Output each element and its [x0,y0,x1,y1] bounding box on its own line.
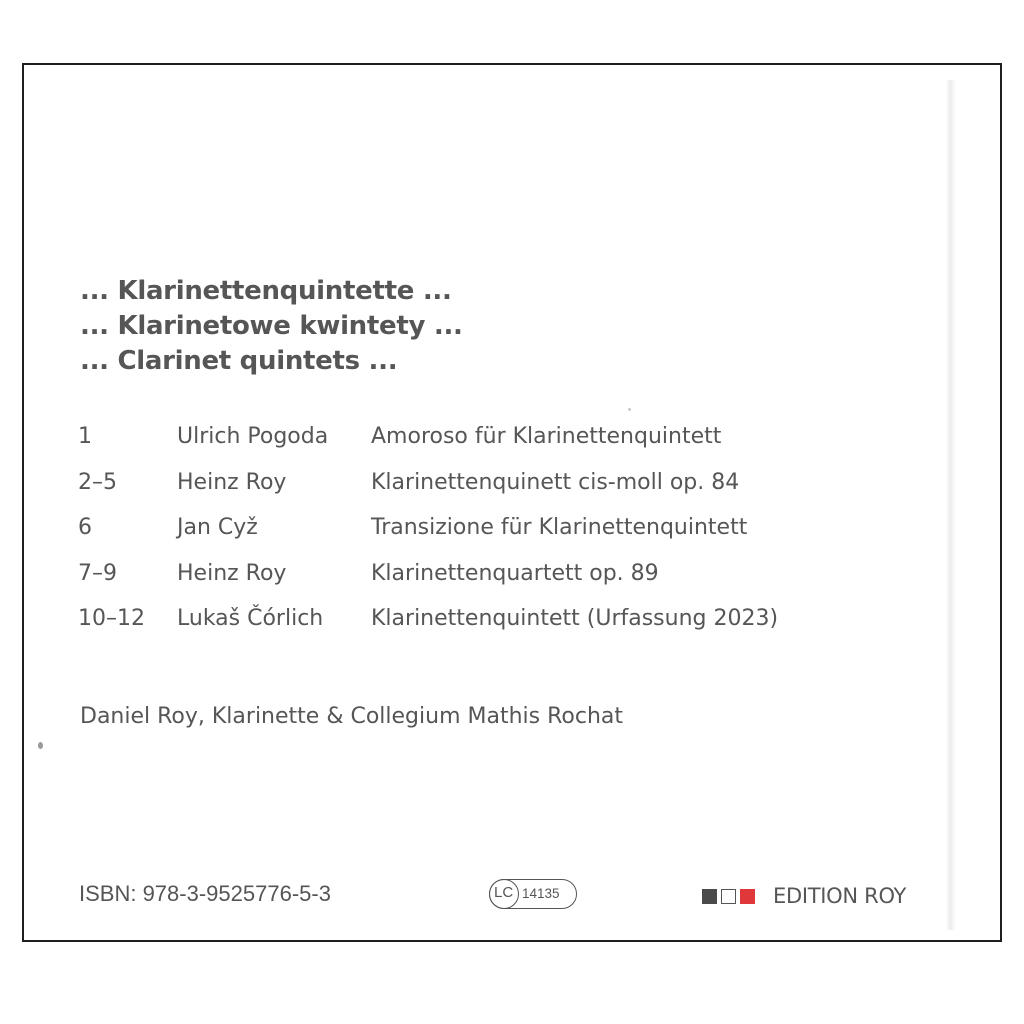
label-name: EDITION ROY [773,884,907,908]
album-titles [80,274,463,379]
lc-mark: LC [494,884,514,901]
track-work: Amoroso für Klarinettenquintett [371,424,722,449]
label-code-badge [489,879,577,909]
track-number: 10–12 [78,606,145,631]
track-work: Klarinettenquinett cis-moll op. 84 [371,469,740,495]
track-composer: Lukaš Čórlich [177,606,324,631]
title-english: ... Clarinet quintets ... [80,346,398,376]
isbn: ISBN: 978-3-9525776-5-3 [79,881,331,906]
cd-back-cover [22,63,1002,942]
lc-number: 14135 [522,886,560,901]
track-composer: Jan Cyž [177,515,258,540]
performers-credit: Daniel Roy, Klarinette & Collegium Mathis Rochat [80,704,623,729]
scan-speck [38,742,43,749]
track-number: 7–9 [78,560,117,586]
red-square-icon [740,889,755,904]
track-composer: Heinz Roy [177,469,287,495]
title-polish: ... Klarinetowe kwintety ... [80,311,463,341]
label-logo [702,884,906,908]
track-work: Klarinettenquintett (Urfassung 2023) [371,606,779,631]
track-composer: Heinz Roy [177,560,287,586]
track-number: 6 [78,515,92,540]
track-number: 2–5 [78,469,117,495]
dark-square-icon [702,889,717,904]
white-square-icon [721,889,736,904]
spine-shadow [946,80,956,930]
scan-speck [628,408,631,411]
title-german: ... Klarinettenquintette ... [80,276,452,306]
track-work: Klarinettenquartett op. 89 [371,560,659,586]
track-work: Transizione für Klarinettenquintett [371,515,748,540]
track-composer: Ulrich Pogoda [177,424,329,449]
track-number: 1 [78,424,92,449]
